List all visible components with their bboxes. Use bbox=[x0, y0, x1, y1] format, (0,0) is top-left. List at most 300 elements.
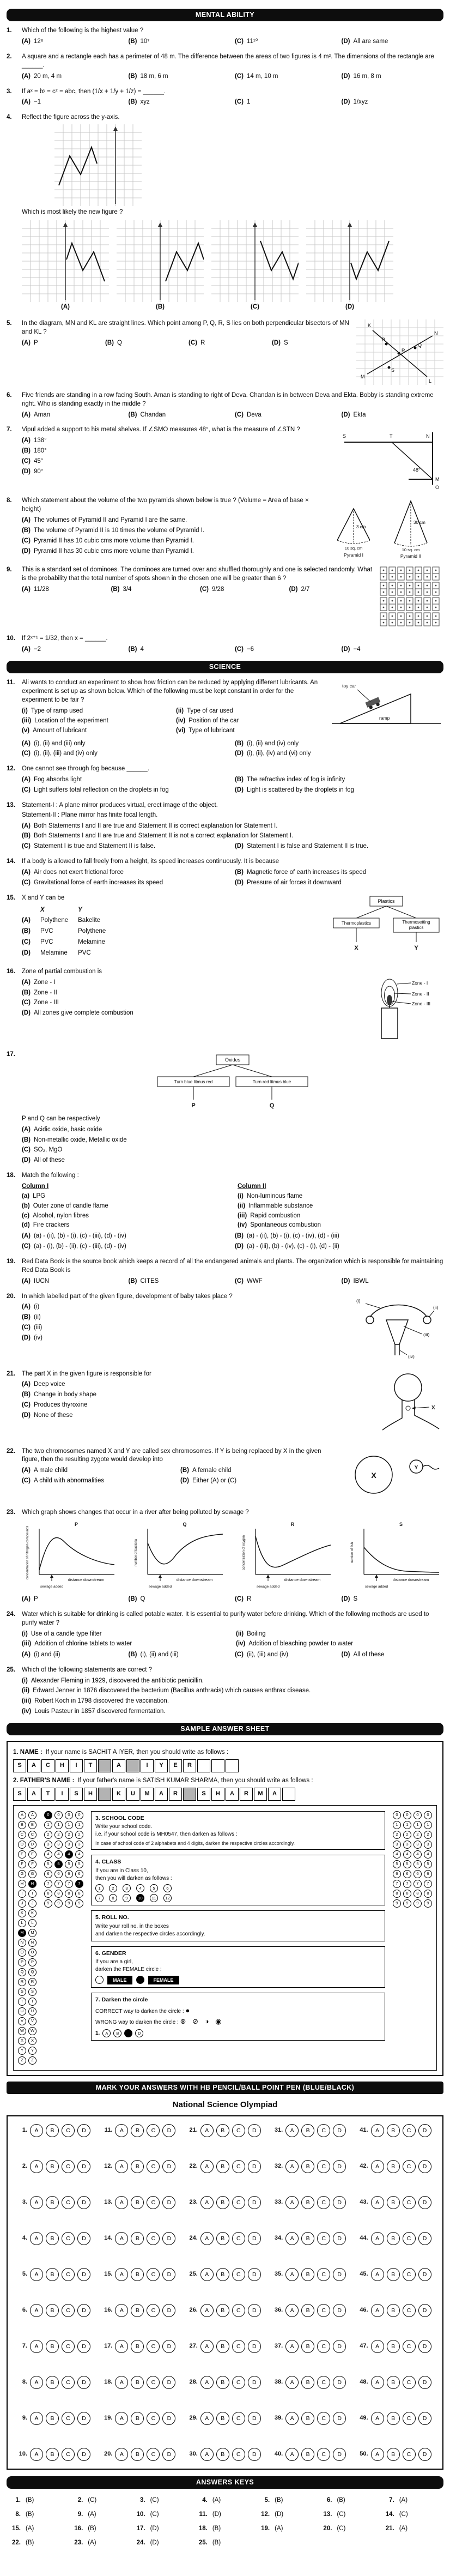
omr-bubble-24-D[interactable]: D bbox=[248, 2232, 261, 2245]
bubble[interactable]: 0 bbox=[54, 1811, 63, 1819]
bubble[interactable]: 6 bbox=[424, 1870, 432, 1878]
letter-box[interactable]: R bbox=[169, 1788, 182, 1801]
bubble[interactable]: Z bbox=[18, 2056, 26, 2065]
option[interactable] bbox=[22, 547, 324, 556]
bubble[interactable]: K bbox=[18, 1909, 26, 1917]
option[interactable] bbox=[22, 1313, 87, 1322]
option[interactable] bbox=[235, 776, 443, 785]
bubble[interactable]: 6 bbox=[403, 1870, 411, 1878]
option[interactable] bbox=[272, 339, 351, 348]
letter-box[interactable]: I bbox=[70, 1759, 83, 1772]
bubble[interactable]: 8 bbox=[65, 1890, 73, 1898]
bubble[interactable]: 5 bbox=[65, 1860, 73, 1868]
example-bubble-c-darkened[interactable] bbox=[124, 2029, 132, 2037]
omr-bubble-41-C[interactable]: C bbox=[403, 2124, 416, 2137]
letter-box[interactable]: S bbox=[13, 1759, 26, 1772]
xy-option-row[interactable] bbox=[22, 948, 115, 959]
omr-bubble-4-D[interactable]: D bbox=[77, 2232, 90, 2245]
omr-bubble-25-C[interactable]: C bbox=[232, 2268, 245, 2281]
omr-bubble-46-D[interactable]: D bbox=[418, 2304, 431, 2317]
bubble[interactable]: 5 bbox=[393, 1860, 401, 1868]
omr-bubble-14-A[interactable]: A bbox=[115, 2232, 128, 2245]
figure-option-b[interactable] bbox=[117, 220, 204, 312]
bubble[interactable]: N bbox=[28, 1939, 37, 1947]
bubble[interactable]: F bbox=[28, 1860, 37, 1868]
omr-bubble-35-A[interactable]: A bbox=[285, 2268, 299, 2281]
option[interactable] bbox=[22, 1146, 196, 1155]
omr-bubble-2-D[interactable]: D bbox=[77, 2160, 90, 2173]
bubble[interactable]: M bbox=[28, 1929, 37, 1937]
omr-bubble-45-D[interactable]: D bbox=[418, 2268, 431, 2281]
bubble[interactable]: E bbox=[18, 1850, 26, 1859]
bubble[interactable]: M bbox=[18, 1929, 26, 1937]
letter-box[interactable]: R bbox=[183, 1759, 196, 1772]
bubble[interactable]: 0 bbox=[403, 1811, 411, 1819]
omr-bubble-10-A[interactable]: A bbox=[30, 2448, 43, 2461]
omr-bubble-24-C[interactable]: C bbox=[232, 2232, 245, 2245]
bubble[interactable]: 8 bbox=[75, 1890, 83, 1898]
bubble[interactable]: 7 bbox=[403, 1880, 411, 1888]
option[interactable] bbox=[22, 73, 124, 81]
option[interactable] bbox=[22, 1401, 142, 1410]
option[interactable] bbox=[22, 822, 443, 831]
option[interactable] bbox=[22, 1708, 443, 1716]
omr-bubble-9-A[interactable]: A bbox=[30, 2412, 43, 2425]
omr-bubble-16-A[interactable]: A bbox=[115, 2304, 128, 2317]
option[interactable] bbox=[176, 707, 324, 716]
omr-bubble-30-C[interactable]: C bbox=[232, 2448, 245, 2461]
option[interactable] bbox=[129, 38, 231, 46]
omr-bubble-30-D[interactable]: D bbox=[248, 2448, 261, 2461]
option[interactable] bbox=[180, 1467, 335, 1475]
bubble[interactable]: 4 bbox=[136, 1884, 144, 1892]
father-name-letter-boxes[interactable] bbox=[13, 1788, 437, 1801]
letter-box[interactable]: A bbox=[155, 1788, 168, 1801]
bubble[interactable]: 5 bbox=[150, 1884, 158, 1892]
omr-bubble-16-B[interactable]: B bbox=[131, 2304, 144, 2317]
bubble[interactable]: 12 bbox=[163, 1894, 172, 1902]
omr-bubble-5-C[interactable]: C bbox=[62, 2268, 75, 2281]
omr-bubble-1-B[interactable]: B bbox=[46, 2124, 59, 2137]
omr-bubble-41-B[interactable]: B bbox=[387, 2124, 400, 2137]
roll-no-digit-column-2[interactable] bbox=[403, 1811, 411, 2065]
omr-bubble-12-A[interactable]: A bbox=[115, 2160, 128, 2173]
bubble[interactable]: 5 bbox=[413, 1860, 422, 1868]
omr-bubble-48-A[interactable]: A bbox=[371, 2376, 384, 2389]
letter-box[interactable]: E bbox=[169, 1759, 182, 1772]
male-bubble[interactable] bbox=[95, 1976, 104, 1984]
omr-bubble-22-D[interactable]: D bbox=[248, 2160, 261, 2173]
option[interactable] bbox=[342, 645, 444, 654]
omr-bubble-13-B[interactable]: B bbox=[131, 2196, 144, 2209]
omr-bubble-46-B[interactable]: B bbox=[387, 2304, 400, 2317]
xy-option-row[interactable] bbox=[22, 926, 115, 937]
letter-box[interactable]: M bbox=[254, 1788, 267, 1801]
bubble[interactable]: 7 bbox=[54, 1880, 63, 1888]
bubble[interactable]: O bbox=[28, 1948, 37, 1957]
bubble[interactable]: 5 bbox=[424, 1860, 432, 1868]
bubble[interactable]: E bbox=[28, 1850, 37, 1859]
omr-bubble-4-A[interactable]: A bbox=[30, 2232, 43, 2245]
bubble[interactable]: 5 bbox=[75, 1860, 83, 1868]
omr-bubble-34-D[interactable]: D bbox=[333, 2232, 346, 2245]
option[interactable] bbox=[22, 1640, 229, 1649]
omr-bubble-35-C[interactable]: C bbox=[317, 2268, 330, 2281]
omr-bubble-34-B[interactable]: B bbox=[301, 2232, 314, 2245]
option[interactable] bbox=[342, 98, 444, 107]
omr-bubble-49-A[interactable]: A bbox=[371, 2412, 384, 2425]
option[interactable] bbox=[22, 1242, 230, 1251]
bubble[interactable]: 3 bbox=[424, 1841, 432, 1849]
bubble[interactable]: V bbox=[18, 2017, 26, 2025]
bubble[interactable]: 1 bbox=[65, 1821, 73, 1829]
bubble[interactable]: 2 bbox=[393, 1831, 401, 1839]
option[interactable] bbox=[22, 586, 107, 594]
option[interactable] bbox=[22, 437, 120, 445]
bubble[interactable]: 8 bbox=[393, 1890, 401, 1898]
omr-bubble-47-D[interactable]: D bbox=[418, 2340, 431, 2353]
option[interactable] bbox=[235, 1277, 337, 1286]
bubble[interactable]: 4 bbox=[75, 1850, 83, 1859]
option[interactable] bbox=[129, 1651, 231, 1660]
option[interactable] bbox=[236, 1640, 443, 1649]
bubble[interactable]: S bbox=[28, 1988, 37, 1996]
option[interactable] bbox=[342, 411, 444, 420]
bubble[interactable]: 7 bbox=[424, 1880, 432, 1888]
omr-bubble-35-D[interactable]: D bbox=[333, 2268, 346, 2281]
bubble[interactable]: 8 bbox=[413, 1890, 422, 1898]
option[interactable] bbox=[235, 645, 337, 654]
bubble[interactable]: 2 bbox=[413, 1831, 422, 1839]
bubble[interactable]: C bbox=[28, 1831, 37, 1839]
omr-bubble-20-B[interactable]: B bbox=[131, 2448, 144, 2461]
omr-bubble-18-C[interactable]: C bbox=[147, 2376, 160, 2389]
bubble[interactable]: 1 bbox=[393, 1821, 401, 1829]
option[interactable] bbox=[235, 750, 443, 758]
omr-bubble-10-D[interactable]: D bbox=[77, 2448, 90, 2461]
omr-bubble-9-C[interactable]: C bbox=[62, 2412, 75, 2425]
bubble[interactable]: 4 bbox=[65, 1850, 73, 1859]
omr-bubble-39-B[interactable]: B bbox=[301, 2412, 314, 2425]
bubble[interactable]: J bbox=[18, 1899, 26, 1908]
option[interactable] bbox=[235, 98, 337, 107]
bubble[interactable]: 10 bbox=[136, 1894, 144, 1902]
option[interactable] bbox=[129, 411, 231, 420]
option[interactable] bbox=[22, 1221, 228, 1230]
option[interactable] bbox=[22, 1477, 176, 1486]
omr-bubble-44-A[interactable]: A bbox=[371, 2232, 384, 2245]
omr-bubble-7-A[interactable]: A bbox=[30, 2340, 43, 2353]
bubble[interactable]: 9 bbox=[75, 1899, 83, 1908]
bubble[interactable]: 0 bbox=[393, 1811, 401, 1819]
omr-bubble-8-B[interactable]: B bbox=[46, 2376, 59, 2389]
option[interactable] bbox=[22, 1324, 87, 1332]
option[interactable] bbox=[22, 989, 356, 998]
omr-bubble-21-B[interactable]: B bbox=[216, 2124, 229, 2137]
omr-bubble-50-C[interactable]: C bbox=[403, 2448, 416, 2461]
bubble[interactable]: 8 bbox=[44, 1890, 52, 1898]
letter-box[interactable] bbox=[211, 1759, 224, 1772]
omr-bubble-25-A[interactable]: A bbox=[200, 2268, 214, 2281]
option[interactable] bbox=[22, 1687, 443, 1696]
bubble[interactable]: 2 bbox=[75, 1831, 83, 1839]
omr-bubble-19-A[interactable]: A bbox=[115, 2412, 128, 2425]
omr-bubble-20-A[interactable]: A bbox=[115, 2448, 128, 2461]
omr-bubble-15-D[interactable]: D bbox=[162, 2268, 175, 2281]
omr-bubble-34-C[interactable]: C bbox=[317, 2232, 330, 2245]
omr-bubble-27-B[interactable]: B bbox=[216, 2340, 229, 2353]
option[interactable] bbox=[22, 1277, 124, 1286]
option[interactable] bbox=[22, 776, 230, 785]
bubble[interactable]: 7 bbox=[75, 1880, 83, 1888]
option[interactable] bbox=[22, 537, 324, 546]
omr-bubble-24-A[interactable]: A bbox=[200, 2232, 214, 2245]
bubble[interactable]: 6 bbox=[75, 1870, 83, 1878]
omr-bubble-18-D[interactable]: D bbox=[162, 2376, 175, 2389]
omr-bubble-38-C[interactable]: C bbox=[317, 2376, 330, 2389]
bubble[interactable]: 2 bbox=[54, 1831, 63, 1839]
omr-bubble-9-D[interactable]: D bbox=[77, 2412, 90, 2425]
omr-bubble-19-D[interactable]: D bbox=[162, 2412, 175, 2425]
omr-bubble-14-B[interactable]: B bbox=[131, 2232, 144, 2245]
bubble[interactable]: 1 bbox=[403, 1821, 411, 1829]
bubble[interactable]: 2 bbox=[65, 1831, 73, 1839]
bubble[interactable]: 9 bbox=[413, 1899, 422, 1908]
bubble[interactable]: N bbox=[18, 1939, 26, 1947]
bubble[interactable]: 5 bbox=[403, 1860, 411, 1868]
omr-bubble-3-C[interactable]: C bbox=[62, 2196, 75, 2209]
option[interactable] bbox=[22, 1630, 229, 1639]
omr-bubble-28-B[interactable]: B bbox=[216, 2376, 229, 2389]
bubble[interactable]: 7 bbox=[95, 1894, 104, 1902]
omr-bubble-27-A[interactable]: A bbox=[200, 2340, 214, 2353]
omr-bubble-31-B[interactable]: B bbox=[301, 2124, 314, 2137]
bubble[interactable]: 5 bbox=[54, 1860, 63, 1868]
omr-bubble-22-C[interactable]: C bbox=[232, 2160, 245, 2173]
omr-bubble-13-D[interactable]: D bbox=[162, 2196, 175, 2209]
letter-box[interactable]: A bbox=[27, 1788, 40, 1801]
omr-bubble-8-D[interactable]: D bbox=[77, 2376, 90, 2389]
option[interactable] bbox=[342, 38, 444, 46]
option[interactable] bbox=[22, 999, 356, 1008]
bubble[interactable]: 2 bbox=[424, 1831, 432, 1839]
bubble[interactable]: T bbox=[18, 1998, 26, 2006]
omr-bubble-40-C[interactable]: C bbox=[317, 2448, 330, 2461]
omr-bubble-12-C[interactable]: C bbox=[147, 2160, 160, 2173]
omr-bubble-23-C[interactable]: C bbox=[232, 2196, 245, 2209]
omr-bubble-18-B[interactable]: B bbox=[131, 2376, 144, 2389]
option[interactable] bbox=[22, 1136, 196, 1145]
option[interactable] bbox=[180, 1477, 335, 1486]
omr-bubble-6-C[interactable]: C bbox=[62, 2304, 75, 2317]
bubble[interactable]: K bbox=[28, 1909, 37, 1917]
omr-bubble-41-A[interactable]: A bbox=[371, 2124, 384, 2137]
option[interactable] bbox=[235, 73, 337, 81]
bubble[interactable]: H bbox=[18, 1880, 26, 1888]
bubble[interactable]: 0 bbox=[75, 1811, 83, 1819]
bubble[interactable]: C bbox=[18, 1831, 26, 1839]
omr-bubble-17-D[interactable]: D bbox=[162, 2340, 175, 2353]
omr-bubble-15-B[interactable]: B bbox=[131, 2268, 144, 2281]
omr-bubble-11-C[interactable]: C bbox=[147, 2124, 160, 2137]
omr-bubble-26-B[interactable]: B bbox=[216, 2304, 229, 2317]
omr-bubble-36-B[interactable]: B bbox=[301, 2304, 314, 2317]
option[interactable] bbox=[22, 1009, 356, 1018]
omr-bubble-46-A[interactable]: A bbox=[371, 2304, 384, 2317]
option[interactable] bbox=[22, 447, 120, 456]
letter-box[interactable]: I bbox=[56, 1788, 69, 1801]
option[interactable] bbox=[22, 98, 124, 107]
option[interactable] bbox=[22, 1651, 124, 1660]
omr-bubble-12-B[interactable]: B bbox=[131, 2160, 144, 2173]
omr-bubble-3-A[interactable]: A bbox=[30, 2196, 43, 2209]
roll-no-digit-column-1[interactable] bbox=[393, 1811, 401, 2065]
option[interactable] bbox=[22, 1126, 196, 1135]
omr-bubble-42-D[interactable]: D bbox=[418, 2160, 431, 2173]
option[interactable] bbox=[22, 750, 230, 758]
bubble[interactable]: 7 bbox=[393, 1880, 401, 1888]
omr-bubble-2-C[interactable]: C bbox=[62, 2160, 75, 2173]
option[interactable] bbox=[22, 979, 356, 987]
omr-bubble-36-A[interactable]: A bbox=[285, 2304, 299, 2317]
letter-box[interactable]: A bbox=[27, 1759, 40, 1772]
bubble[interactable]: L bbox=[28, 1919, 37, 1927]
omr-bubble-20-C[interactable]: C bbox=[147, 2448, 160, 2461]
omr-bubble-50-A[interactable]: A bbox=[371, 2448, 384, 2461]
option[interactable] bbox=[22, 1212, 228, 1221]
bubble[interactable]: 6 bbox=[393, 1870, 401, 1878]
omr-bubble-22-A[interactable]: A bbox=[200, 2160, 214, 2173]
bubble[interactable]: W bbox=[18, 2027, 26, 2035]
omr-bubble-25-D[interactable]: D bbox=[248, 2268, 261, 2281]
omr-bubble-1-C[interactable]: C bbox=[62, 2124, 75, 2137]
omr-bubble-36-D[interactable]: D bbox=[333, 2304, 346, 2317]
bubble[interactable]: Y bbox=[28, 2047, 37, 2055]
omr-bubble-45-C[interactable]: C bbox=[403, 2268, 416, 2281]
omr-bubble-10-B[interactable]: B bbox=[46, 2448, 59, 2461]
bubble[interactable]: Z bbox=[28, 2056, 37, 2065]
bubble[interactable]: 3 bbox=[65, 1841, 73, 1849]
omr-bubble-16-C[interactable]: C bbox=[147, 2304, 160, 2317]
bubble[interactable]: 4 bbox=[44, 1850, 52, 1859]
option[interactable] bbox=[22, 707, 169, 716]
omr-bubble-39-A[interactable]: A bbox=[285, 2412, 299, 2425]
omr-bubble-9-B[interactable]: B bbox=[46, 2412, 59, 2425]
bubble[interactable]: 8 bbox=[424, 1890, 432, 1898]
bubble[interactable]: A bbox=[18, 1811, 26, 1819]
letter-box[interactable]: H bbox=[84, 1788, 97, 1801]
school-code-digit-column-2[interactable] bbox=[54, 1811, 63, 2065]
bubble[interactable]: 3 bbox=[44, 1841, 52, 1849]
omr-bubble-50-D[interactable]: D bbox=[418, 2448, 431, 2461]
omr-bubble-37-A[interactable]: A bbox=[285, 2340, 299, 2353]
omr-bubble-44-B[interactable]: B bbox=[387, 2232, 400, 2245]
omr-bubble-43-A[interactable]: A bbox=[371, 2196, 384, 2209]
letter-box[interactable] bbox=[98, 1788, 111, 1801]
option[interactable] bbox=[22, 645, 124, 654]
bubble[interactable]: 1 bbox=[44, 1821, 52, 1829]
option[interactable] bbox=[22, 1156, 196, 1165]
omr-bubble-27-D[interactable]: D bbox=[248, 2340, 261, 2353]
letter-box[interactable]: T bbox=[84, 1759, 97, 1772]
option[interactable] bbox=[235, 1651, 337, 1660]
omr-bubble-18-A[interactable]: A bbox=[115, 2376, 128, 2389]
omr-bubble-11-A[interactable]: A bbox=[115, 2124, 128, 2137]
letter-box[interactable]: R bbox=[240, 1788, 253, 1801]
figure-option-c[interactable] bbox=[211, 220, 299, 312]
bubble[interactable]: 4 bbox=[403, 1850, 411, 1859]
option[interactable] bbox=[22, 339, 101, 348]
option[interactable] bbox=[235, 740, 443, 749]
omr-bubble-42-B[interactable]: B bbox=[387, 2160, 400, 2173]
bubble[interactable]: A bbox=[28, 1811, 37, 1819]
letter-box[interactable] bbox=[126, 1759, 139, 1772]
option[interactable] bbox=[129, 1277, 231, 1286]
bubble[interactable]: 3 bbox=[393, 1841, 401, 1849]
omr-bubble-39-D[interactable]: D bbox=[333, 2412, 346, 2425]
omr-bubble-29-B[interactable]: B bbox=[216, 2412, 229, 2425]
omr-bubble-7-D[interactable]: D bbox=[77, 2340, 90, 2353]
omr-bubble-41-D[interactable]: D bbox=[418, 2124, 431, 2137]
omr-bubble-40-D[interactable]: D bbox=[333, 2448, 346, 2461]
bubble[interactable]: V bbox=[28, 2017, 37, 2025]
school-code-digit-column-1[interactable] bbox=[44, 1811, 52, 2065]
omr-bubble-5-A[interactable]: A bbox=[30, 2268, 43, 2281]
letter-box[interactable]: S bbox=[70, 1788, 83, 1801]
omr-bubble-16-D[interactable]: D bbox=[162, 2304, 175, 2317]
option[interactable] bbox=[238, 1202, 443, 1211]
option[interactable] bbox=[235, 868, 443, 877]
example-bubble-d[interactable]: D bbox=[135, 2029, 143, 2037]
bubble[interactable]: G bbox=[28, 1870, 37, 1878]
bubble[interactable]: 0 bbox=[413, 1811, 422, 1819]
omr-bubble-40-A[interactable]: A bbox=[285, 2448, 299, 2461]
bubble[interactable]: R bbox=[28, 1978, 37, 1986]
option[interactable] bbox=[22, 879, 230, 888]
omr-bubble-45-A[interactable]: A bbox=[371, 2268, 384, 2281]
option[interactable] bbox=[129, 1595, 231, 1604]
omr-bubble-28-C[interactable]: C bbox=[232, 2376, 245, 2389]
omr-bubble-49-C[interactable]: C bbox=[403, 2412, 416, 2425]
bubble[interactable]: 9 bbox=[65, 1899, 73, 1908]
omr-bubble-6-D[interactable]: D bbox=[77, 2304, 90, 2317]
omr-bubble-17-A[interactable]: A bbox=[115, 2340, 128, 2353]
omr-bubble-47-A[interactable]: A bbox=[371, 2340, 384, 2353]
bubble[interactable]: 2 bbox=[44, 1831, 52, 1839]
bubble[interactable]: 7 bbox=[44, 1880, 52, 1888]
option[interactable] bbox=[235, 1242, 443, 1251]
bubble[interactable]: J bbox=[28, 1899, 37, 1908]
bubble[interactable]: 11 bbox=[150, 1894, 158, 1902]
omr-bubble-1-D[interactable]: D bbox=[77, 2124, 90, 2137]
omr-bubble-22-B[interactable]: B bbox=[216, 2160, 229, 2173]
bubble[interactable]: B bbox=[28, 1821, 37, 1829]
class-bubbles[interactable] bbox=[95, 1884, 381, 1902]
omr-bubble-25-B[interactable]: B bbox=[216, 2268, 229, 2281]
option[interactable] bbox=[22, 516, 324, 525]
option[interactable] bbox=[22, 38, 124, 46]
omr-bubble-21-A[interactable]: A bbox=[200, 2124, 214, 2137]
option[interactable] bbox=[129, 645, 231, 654]
bubble[interactable]: D bbox=[18, 1841, 26, 1849]
omr-bubble-24-B[interactable]: B bbox=[216, 2232, 229, 2245]
bubble[interactable]: H bbox=[28, 1880, 37, 1888]
school-code-digit-column-3[interactable] bbox=[65, 1811, 73, 2065]
bubble[interactable]: 3 bbox=[413, 1841, 422, 1849]
omr-bubble-46-C[interactable]: C bbox=[403, 2304, 416, 2317]
omr-bubble-28-D[interactable]: D bbox=[248, 2376, 261, 2389]
option[interactable] bbox=[22, 1677, 443, 1686]
